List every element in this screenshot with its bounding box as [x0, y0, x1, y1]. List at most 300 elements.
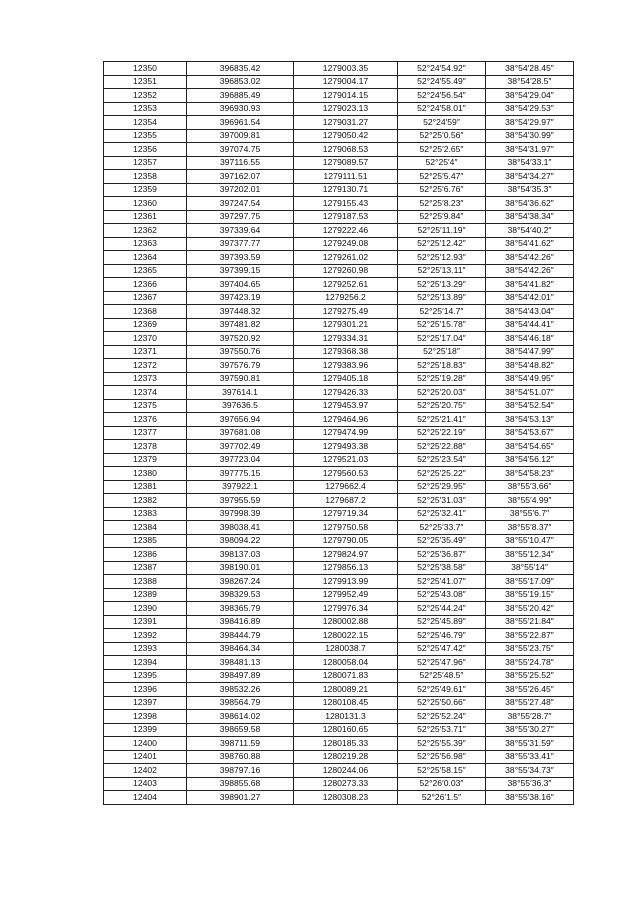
longitude-cell: 38°55′14″ — [486, 561, 574, 575]
latitude-cell: 52°25′23.54″ — [398, 453, 486, 467]
x-coordinate-cell: 397998.39 — [187, 507, 294, 521]
longitude-cell: 38°54′29.04″ — [486, 89, 574, 103]
y-coordinate-cell: 1280089.21 — [294, 683, 398, 697]
point-id-cell: 12373 — [104, 372, 187, 386]
point-id-cell: 12376 — [104, 413, 187, 427]
table-row — [104, 507, 574, 521]
latitude-cell: 52°25′52.24″ — [398, 710, 486, 724]
x-coordinate-cell: 397202.01 — [187, 183, 294, 197]
table-row — [104, 116, 574, 130]
y-coordinate-cell: 1280108.45 — [294, 696, 398, 710]
longitude-cell: 38°55′31.59″ — [486, 737, 574, 751]
table-row — [104, 494, 574, 508]
x-coordinate-cell: 398329.53 — [187, 588, 294, 602]
x-coordinate-cell: 397681.08 — [187, 426, 294, 440]
x-coordinate-cell: 397377.77 — [187, 237, 294, 251]
longitude-cell: 38°54′29.97″ — [486, 116, 574, 130]
x-coordinate-cell: 397775.15 — [187, 467, 294, 481]
longitude-cell: 38°55′12.34″ — [486, 548, 574, 562]
latitude-cell: 52°25′56.98″ — [398, 750, 486, 764]
x-coordinate-cell: 397922.1 — [187, 480, 294, 494]
table-row — [104, 480, 574, 494]
y-coordinate-cell: 1279003.35 — [294, 62, 398, 76]
y-coordinate-cell: 1279560.53 — [294, 467, 398, 481]
table-row — [104, 237, 574, 251]
latitude-cell: 52°25′46.79″ — [398, 629, 486, 643]
longitude-cell: 38°54′40.2″ — [486, 224, 574, 238]
point-id-cell: 12379 — [104, 453, 187, 467]
point-id-cell: 12384 — [104, 521, 187, 535]
longitude-cell: 38°55′34.73″ — [486, 764, 574, 778]
table-row — [104, 561, 574, 575]
table-row — [104, 386, 574, 400]
x-coordinate-cell: 398267.24 — [187, 575, 294, 589]
longitude-cell: 38°55′20.42″ — [486, 602, 574, 616]
latitude-cell: 52°25′12.42″ — [398, 237, 486, 251]
table-row — [104, 413, 574, 427]
latitude-cell: 52°25′41.07″ — [398, 575, 486, 589]
x-coordinate-cell: 398564.79 — [187, 696, 294, 710]
y-coordinate-cell: 1280273.33 — [294, 777, 398, 791]
x-coordinate-cell: 396853.02 — [187, 75, 294, 89]
y-coordinate-cell: 1280071.83 — [294, 669, 398, 683]
point-id-cell: 12377 — [104, 426, 187, 440]
table-row — [104, 629, 574, 643]
latitude-cell: 52°25′19.28″ — [398, 372, 486, 386]
x-coordinate-cell: 398760.88 — [187, 750, 294, 764]
table-row — [104, 372, 574, 386]
latitude-cell: 52°26′1.5″ — [398, 791, 486, 805]
x-coordinate-cell: 397074.75 — [187, 143, 294, 157]
point-id-cell: 12398 — [104, 710, 187, 724]
longitude-cell: 38°55′30.27″ — [486, 723, 574, 737]
longitude-cell: 38°54′46.18″ — [486, 332, 574, 346]
point-id-cell: 12402 — [104, 764, 187, 778]
latitude-cell: 52°25′35.49″ — [398, 534, 486, 548]
latitude-cell: 52°25′48.5″ — [398, 669, 486, 683]
point-id-cell: 12363 — [104, 237, 187, 251]
y-coordinate-cell: 1279474.99 — [294, 426, 398, 440]
latitude-cell: 52°25′43.08″ — [398, 588, 486, 602]
point-id-cell: 12360 — [104, 197, 187, 211]
table-row — [104, 62, 574, 76]
point-id-cell: 12400 — [104, 737, 187, 751]
table-row — [104, 656, 574, 670]
longitude-cell: 38°55′4.99″ — [486, 494, 574, 508]
table-row — [104, 615, 574, 629]
latitude-cell: 52°25′17.04″ — [398, 332, 486, 346]
y-coordinate-cell: 1279155.43 — [294, 197, 398, 211]
latitude-cell: 52°25′53.71″ — [398, 723, 486, 737]
longitude-cell: 38°54′41.82″ — [486, 278, 574, 292]
latitude-cell: 52°25′2.65″ — [398, 143, 486, 157]
table-row — [104, 156, 574, 170]
x-coordinate-cell: 397297.75 — [187, 210, 294, 224]
y-coordinate-cell: 1280244.06 — [294, 764, 398, 778]
point-id-cell: 12364 — [104, 251, 187, 265]
x-coordinate-cell: 398190.01 — [187, 561, 294, 575]
longitude-cell: 38°54′42.26″ — [486, 251, 574, 265]
y-coordinate-cell: 1279050.42 — [294, 129, 398, 143]
point-id-cell: 12358 — [104, 170, 187, 184]
table-row — [104, 318, 574, 332]
latitude-cell: 52°25′13.29″ — [398, 278, 486, 292]
x-coordinate-cell: 398614.02 — [187, 710, 294, 724]
point-id-cell: 12365 — [104, 264, 187, 278]
latitude-cell: 52°25′32.41″ — [398, 507, 486, 521]
longitude-cell: 38°55′17.09″ — [486, 575, 574, 589]
table-row — [104, 224, 574, 238]
table-row — [104, 588, 574, 602]
x-coordinate-cell: 397636.5 — [187, 399, 294, 413]
y-coordinate-cell: 1279249.08 — [294, 237, 398, 251]
longitude-cell: 38°55′38.16″ — [486, 791, 574, 805]
longitude-cell: 38°55′19.15″ — [486, 588, 574, 602]
y-coordinate-cell: 1279023.13 — [294, 102, 398, 116]
table-row — [104, 197, 574, 211]
x-coordinate-cell: 398094.22 — [187, 534, 294, 548]
longitude-cell: 38°54′31.97″ — [486, 143, 574, 157]
point-id-cell: 12391 — [104, 615, 187, 629]
latitude-cell: 52°25′47.96″ — [398, 656, 486, 670]
x-coordinate-cell: 398038.41 — [187, 521, 294, 535]
x-coordinate-cell: 397481.82 — [187, 318, 294, 332]
longitude-cell: 38°54′28.5″ — [486, 75, 574, 89]
table-row — [104, 764, 574, 778]
longitude-cell: 38°54′33.1″ — [486, 156, 574, 170]
x-coordinate-cell: 396885.49 — [187, 89, 294, 103]
longitude-cell: 38°55′10.47″ — [486, 534, 574, 548]
table-row — [104, 332, 574, 346]
point-id-cell: 12387 — [104, 561, 187, 575]
latitude-cell: 52°25′22.88″ — [398, 440, 486, 454]
point-id-cell: 12394 — [104, 656, 187, 670]
latitude-cell: 52°25′55.39″ — [398, 737, 486, 751]
longitude-cell: 38°54′43.04″ — [486, 305, 574, 319]
coordinates-table-body — [104, 62, 574, 805]
point-id-cell: 12357 — [104, 156, 187, 170]
y-coordinate-cell: 1279952.49 — [294, 588, 398, 602]
y-coordinate-cell: 1279405.18 — [294, 372, 398, 386]
longitude-cell: 38°54′47.99″ — [486, 345, 574, 359]
y-coordinate-cell: 1280308.23 — [294, 791, 398, 805]
x-coordinate-cell: 397162.07 — [187, 170, 294, 184]
latitude-cell: 52°25′44.24″ — [398, 602, 486, 616]
latitude-cell: 52°25′29.95″ — [398, 480, 486, 494]
y-coordinate-cell: 1279750.58 — [294, 521, 398, 535]
point-id-cell: 12370 — [104, 332, 187, 346]
latitude-cell: 52°25′36.87″ — [398, 548, 486, 562]
point-id-cell: 12374 — [104, 386, 187, 400]
latitude-cell: 52°24′59″ — [398, 116, 486, 130]
table-row — [104, 440, 574, 454]
x-coordinate-cell: 397116.55 — [187, 156, 294, 170]
longitude-cell: 38°54′34.27″ — [486, 170, 574, 184]
y-coordinate-cell: 1279004.17 — [294, 75, 398, 89]
y-coordinate-cell: 1279790.05 — [294, 534, 398, 548]
latitude-cell: 52°25′13.11″ — [398, 264, 486, 278]
latitude-cell: 52°25′25.22″ — [398, 467, 486, 481]
y-coordinate-cell: 1279383.96 — [294, 359, 398, 373]
table-row — [104, 102, 574, 116]
longitude-cell: 38°55′33.41″ — [486, 750, 574, 764]
point-id-cell: 12351 — [104, 75, 187, 89]
x-coordinate-cell: 396835.42 — [187, 62, 294, 76]
point-id-cell: 12368 — [104, 305, 187, 319]
table-row — [104, 75, 574, 89]
longitude-cell: 38°54′53.13″ — [486, 413, 574, 427]
longitude-cell: 38°54′28.45″ — [486, 62, 574, 76]
y-coordinate-cell: 1279856.13 — [294, 561, 398, 575]
longitude-cell: 38°54′48.82″ — [486, 359, 574, 373]
longitude-cell: 38°54′30.99″ — [486, 129, 574, 143]
latitude-cell: 52°26′0.03″ — [398, 777, 486, 791]
x-coordinate-cell: 397590.81 — [187, 372, 294, 386]
coordinates-table — [103, 61, 574, 805]
point-id-cell: 12371 — [104, 345, 187, 359]
table-row — [104, 737, 574, 751]
table-row — [104, 264, 574, 278]
x-coordinate-cell: 398365.79 — [187, 602, 294, 616]
x-coordinate-cell: 398855.68 — [187, 777, 294, 791]
y-coordinate-cell: 1279662.4 — [294, 480, 398, 494]
point-id-cell: 12382 — [104, 494, 187, 508]
x-coordinate-cell: 397423.19 — [187, 291, 294, 305]
x-coordinate-cell: 398711.59 — [187, 737, 294, 751]
longitude-cell: 38°55′22.87″ — [486, 629, 574, 643]
point-id-cell: 12403 — [104, 777, 187, 791]
latitude-cell: 52°25′58.15″ — [398, 764, 486, 778]
point-id-cell: 12390 — [104, 602, 187, 616]
latitude-cell: 52°25′14.7″ — [398, 305, 486, 319]
latitude-cell: 52°25′6.76″ — [398, 183, 486, 197]
point-id-cell: 12404 — [104, 791, 187, 805]
y-coordinate-cell: 1279111.51 — [294, 170, 398, 184]
longitude-cell: 38°54′36.62″ — [486, 197, 574, 211]
y-coordinate-cell: 1279275.49 — [294, 305, 398, 319]
y-coordinate-cell: 1280002.88 — [294, 615, 398, 629]
latitude-cell: 52°25′8.23″ — [398, 197, 486, 211]
longitude-cell: 38°54′41.62″ — [486, 237, 574, 251]
table-row — [104, 710, 574, 724]
longitude-cell: 38°54′56.12″ — [486, 453, 574, 467]
longitude-cell: 38°54′29.53″ — [486, 102, 574, 116]
y-coordinate-cell: 1279014.15 — [294, 89, 398, 103]
point-id-cell: 12369 — [104, 318, 187, 332]
x-coordinate-cell: 397702.49 — [187, 440, 294, 454]
y-coordinate-cell: 1280131.3 — [294, 710, 398, 724]
latitude-cell: 52°25′9.84″ — [398, 210, 486, 224]
y-coordinate-cell: 1279301.21 — [294, 318, 398, 332]
point-id-cell: 12388 — [104, 575, 187, 589]
latitude-cell: 52°25′12.93″ — [398, 251, 486, 265]
table-row — [104, 750, 574, 764]
table-row — [104, 467, 574, 481]
table-row — [104, 210, 574, 224]
latitude-cell: 52°25′45.89″ — [398, 615, 486, 629]
longitude-cell: 38°55′8.37″ — [486, 521, 574, 535]
longitude-cell: 38°54′51.07″ — [486, 386, 574, 400]
longitude-cell: 38°54′54.65″ — [486, 440, 574, 454]
table-row — [104, 305, 574, 319]
y-coordinate-cell: 1280058.04 — [294, 656, 398, 670]
x-coordinate-cell: 397520.92 — [187, 332, 294, 346]
table-row — [104, 777, 574, 791]
table-row — [104, 575, 574, 589]
y-coordinate-cell: 1279256.2 — [294, 291, 398, 305]
y-coordinate-cell: 1280219.28 — [294, 750, 398, 764]
table-row — [104, 251, 574, 265]
point-id-cell: 12393 — [104, 642, 187, 656]
table-row — [104, 453, 574, 467]
point-id-cell: 12385 — [104, 534, 187, 548]
point-id-cell: 12356 — [104, 143, 187, 157]
y-coordinate-cell: 1279089.57 — [294, 156, 398, 170]
latitude-cell: 52°24′55.49″ — [398, 75, 486, 89]
x-coordinate-cell: 397723.04 — [187, 453, 294, 467]
latitude-cell: 52°25′11.19″ — [398, 224, 486, 238]
x-coordinate-cell: 397576.79 — [187, 359, 294, 373]
longitude-cell: 38°55′3.66″ — [486, 480, 574, 494]
y-coordinate-cell: 1279368.38 — [294, 345, 398, 359]
point-id-cell: 12353 — [104, 102, 187, 116]
y-coordinate-cell: 1279913.99 — [294, 575, 398, 589]
y-coordinate-cell: 1279261.02 — [294, 251, 398, 265]
longitude-cell: 38°55′24.78″ — [486, 656, 574, 670]
y-coordinate-cell: 1279453.97 — [294, 399, 398, 413]
y-coordinate-cell: 1279260.98 — [294, 264, 398, 278]
y-coordinate-cell: 1279222.46 — [294, 224, 398, 238]
point-id-cell: 12361 — [104, 210, 187, 224]
longitude-cell: 38°54′35.3″ — [486, 183, 574, 197]
x-coordinate-cell: 397404.65 — [187, 278, 294, 292]
y-coordinate-cell: 1279426.33 — [294, 386, 398, 400]
latitude-cell: 52°25′20.03″ — [398, 386, 486, 400]
longitude-cell: 38°54′38.34″ — [486, 210, 574, 224]
table-row — [104, 534, 574, 548]
table-row — [104, 291, 574, 305]
latitude-cell: 52°25′49.61″ — [398, 683, 486, 697]
longitude-cell: 38°54′42.01″ — [486, 291, 574, 305]
y-coordinate-cell: 1279464.96 — [294, 413, 398, 427]
point-id-cell: 12396 — [104, 683, 187, 697]
table-row — [104, 170, 574, 184]
y-coordinate-cell: 1279334.31 — [294, 332, 398, 346]
latitude-cell: 52°25′0.56″ — [398, 129, 486, 143]
latitude-cell: 52°25′22.19″ — [398, 426, 486, 440]
longitude-cell: 38°54′52.54″ — [486, 399, 574, 413]
point-id-cell: 12354 — [104, 116, 187, 130]
latitude-cell: 52°25′21.41″ — [398, 413, 486, 427]
point-id-cell: 12362 — [104, 224, 187, 238]
longitude-cell: 38°55′25.52″ — [486, 669, 574, 683]
longitude-cell: 38°54′49.95″ — [486, 372, 574, 386]
x-coordinate-cell: 398797.16 — [187, 764, 294, 778]
latitude-cell: 52°25′50.66″ — [398, 696, 486, 710]
longitude-cell: 38°55′21.84″ — [486, 615, 574, 629]
latitude-cell: 52°24′56.54″ — [398, 89, 486, 103]
y-coordinate-cell: 1279976.34 — [294, 602, 398, 616]
table-row — [104, 278, 574, 292]
y-coordinate-cell: 1279031.27 — [294, 116, 398, 130]
latitude-cell: 52°24′58.01″ — [398, 102, 486, 116]
longitude-cell: 38°55′28.7″ — [486, 710, 574, 724]
point-id-cell: 12397 — [104, 696, 187, 710]
x-coordinate-cell: 398137.03 — [187, 548, 294, 562]
longitude-cell: 38°55′27.48″ — [486, 696, 574, 710]
latitude-cell: 52°25′4″ — [398, 156, 486, 170]
table-row — [104, 89, 574, 103]
x-coordinate-cell: 397399.15 — [187, 264, 294, 278]
table-row — [104, 683, 574, 697]
x-coordinate-cell: 397955.59 — [187, 494, 294, 508]
x-coordinate-cell: 397614.1 — [187, 386, 294, 400]
x-coordinate-cell: 396930.93 — [187, 102, 294, 116]
point-id-cell: 12389 — [104, 588, 187, 602]
point-id-cell: 12352 — [104, 89, 187, 103]
x-coordinate-cell: 397448.32 — [187, 305, 294, 319]
y-coordinate-cell: 1280022.15 — [294, 629, 398, 643]
point-id-cell: 12378 — [104, 440, 187, 454]
point-id-cell: 12399 — [104, 723, 187, 737]
latitude-cell: 52°25′18″ — [398, 345, 486, 359]
point-id-cell: 12380 — [104, 467, 187, 481]
table-row — [104, 143, 574, 157]
longitude-cell: 38°54′42.26″ — [486, 264, 574, 278]
x-coordinate-cell: 397247.54 — [187, 197, 294, 211]
point-id-cell: 12359 — [104, 183, 187, 197]
table-row — [104, 345, 574, 359]
table-row — [104, 521, 574, 535]
longitude-cell: 38°55′26.45″ — [486, 683, 574, 697]
longitude-cell: 38°55′23.75″ — [486, 642, 574, 656]
point-id-cell: 12395 — [104, 669, 187, 683]
longitude-cell: 38°55′6.7″ — [486, 507, 574, 521]
latitude-cell: 52°25′31.03″ — [398, 494, 486, 508]
y-coordinate-cell: 1279719.34 — [294, 507, 398, 521]
point-id-cell: 12375 — [104, 399, 187, 413]
point-id-cell: 12372 — [104, 359, 187, 373]
point-id-cell: 12366 — [104, 278, 187, 292]
table-row — [104, 669, 574, 683]
table-row — [104, 642, 574, 656]
latitude-cell: 52°25′33.7″ — [398, 521, 486, 535]
x-coordinate-cell: 397393.59 — [187, 251, 294, 265]
table-row — [104, 426, 574, 440]
point-id-cell: 12392 — [104, 629, 187, 643]
latitude-cell: 52°25′47.42″ — [398, 642, 486, 656]
x-coordinate-cell: 397339.64 — [187, 224, 294, 238]
x-coordinate-cell: 397656.94 — [187, 413, 294, 427]
longitude-cell: 38°54′44.41″ — [486, 318, 574, 332]
table-row — [104, 791, 574, 805]
x-coordinate-cell: 397009.81 — [187, 129, 294, 143]
y-coordinate-cell: 1279187.53 — [294, 210, 398, 224]
table-row — [104, 723, 574, 737]
point-id-cell: 12381 — [104, 480, 187, 494]
point-id-cell: 12386 — [104, 548, 187, 562]
point-id-cell: 12401 — [104, 750, 187, 764]
y-coordinate-cell: 1280185.33 — [294, 737, 398, 751]
x-coordinate-cell: 396961.54 — [187, 116, 294, 130]
x-coordinate-cell: 398901.27 — [187, 791, 294, 805]
latitude-cell: 52°25′18.83″ — [398, 359, 486, 373]
y-coordinate-cell: 1279493.38 — [294, 440, 398, 454]
latitude-cell: 52°24′54.92″ — [398, 62, 486, 76]
longitude-cell: 38°54′53.67″ — [486, 426, 574, 440]
x-coordinate-cell: 398532.26 — [187, 683, 294, 697]
x-coordinate-cell: 398497.89 — [187, 669, 294, 683]
